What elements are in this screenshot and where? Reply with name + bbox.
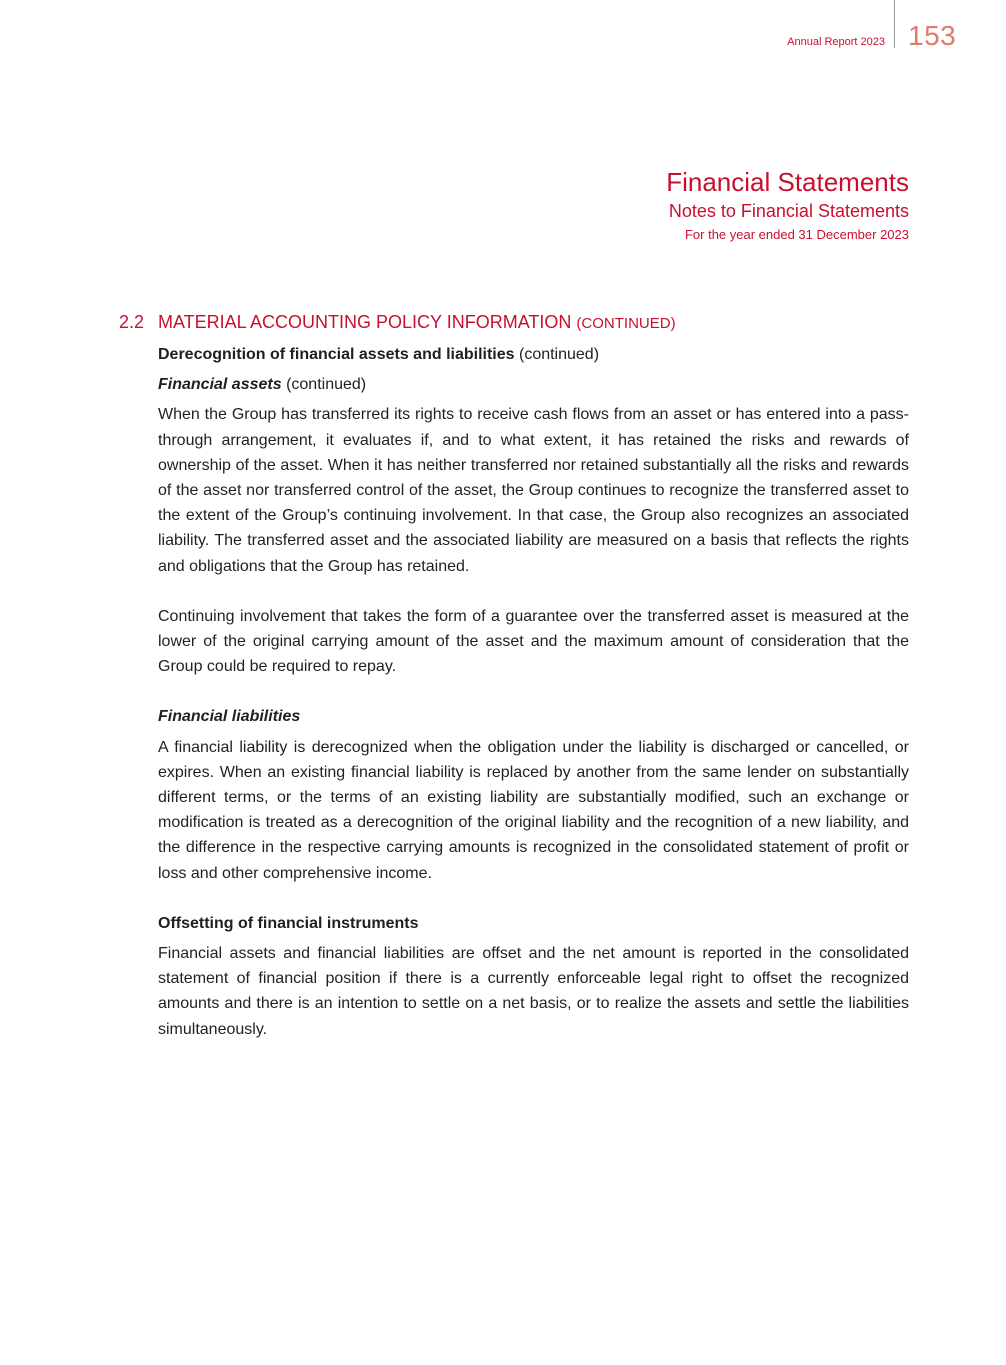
derecognition-suffix: (continued): [518, 346, 600, 363]
reporting-period: For the year ended 31 December 2023: [684, 227, 909, 242]
page-header: [0, 0, 1006, 60]
offsetting-heading: Offsetting of financial instruments: [158, 914, 419, 932]
paragraph-spacer: [158, 886, 909, 911]
paragraph-continuing-involvement: Continuing involvement that takes the form of a guarantee over the transferred asset is measured at the lower of the original carrying amount of the asset and the maximum amount of consideration that the Group could be required to repay.: [158, 607, 909, 676]
paragraph-financial-liabilities: A financial liability is derecognized when the obligation under the liability is discharged or cancelled, or expires. When an existing financial liability is replaced by another from the same lender on substantially different terms, or the terms of an existing liability are substantially modified, such an exchange or modification is treated as a derecognition of the original liability and the recognition of a new liability, and the difference in the respective carrying amounts is recognized in the consolidated statement of profit or loss and other comprehensive income.: [158, 738, 909, 882]
financial-assets-heading: Financial assets: [158, 376, 282, 394]
page-title: Financial Statements: [666, 167, 909, 197]
page-subtitle: Notes to Financial Statements: [668, 201, 909, 221]
financial-assets-suffix: (continued): [286, 376, 367, 394]
financial-liabilities-heading: Financial liabilities: [158, 708, 301, 726]
report-label: Annual Report 2023: [787, 36, 885, 48]
section-title-suffix: (CONTINUED): [576, 315, 676, 332]
section-body: [158, 342, 909, 1042]
section-2-2: [119, 310, 909, 1042]
title-block: [666, 166, 909, 244]
paragraph-offsetting: Financial assets and financial liabilities are offset and the net amount is reported in the consolidated statement of financial position if there is a currently enforceable legal right to offset the recognized amounts and there is an intention to settle on a net basis, or to realize the assets and settle the liabilities simultaneously.: [158, 945, 909, 1038]
paragraph-spacer: [158, 679, 909, 704]
financial-assets-heading-line: [158, 372, 909, 397]
page-number: 153: [908, 20, 957, 51]
derecognition-heading: Derecognition of financial assets and liabilities: [158, 346, 515, 363]
header-divider: [894, 0, 895, 48]
paragraph-spacer: [158, 579, 909, 604]
section-title: MATERIAL ACCOUNTING POLICY INFORMATION: [158, 312, 572, 332]
section-number: 2.2: [119, 312, 145, 332]
derecognition-heading-line: [158, 342, 909, 367]
section-heading: [119, 310, 909, 336]
paragraph-transferred-rights: When the Group has transferred its rights to receive cash flows from an asset or has entered into a pass-through arrangement, it evaluates if, and to what extent, it has retained the risks and rewards of ownership of the asset. When it has neither transferred nor retained substantially all the risks and rewards of the asset nor transferred control of the asset, the Group continues to recognize the transferred asset to the extent of the Group’s continuing involvement. In that case, the Group also recognizes an associated liability. The transferred asset and the associated liability are measured on a basis that reflects the rights and obligations that the Group has retained.: [158, 406, 909, 575]
